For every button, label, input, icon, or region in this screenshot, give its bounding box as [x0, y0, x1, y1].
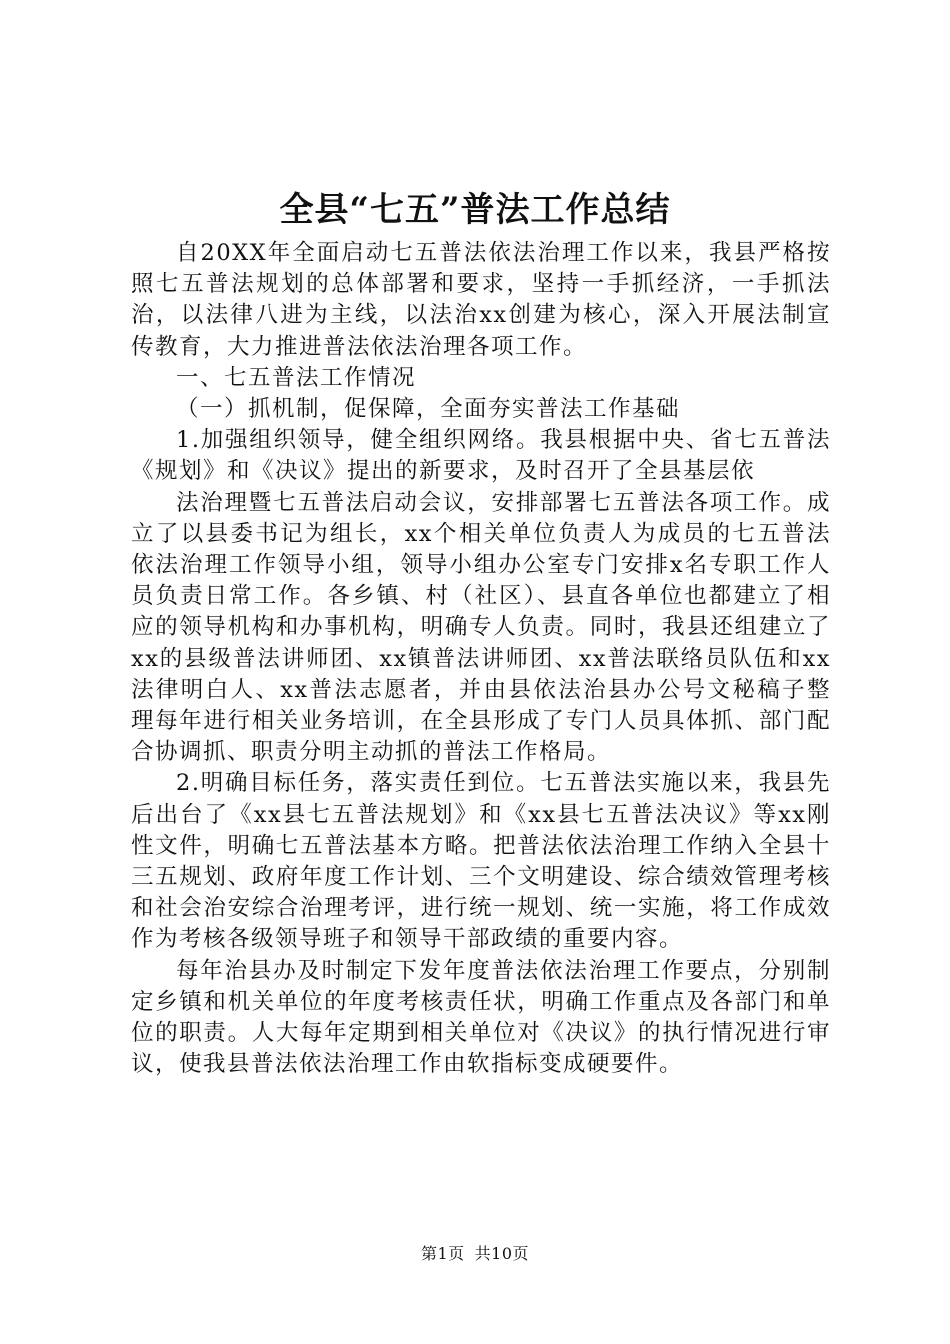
- document-body: [131, 238, 831, 1080]
- page-footer: [0, 1242, 950, 1266]
- body-paragraph: 每年治县办及时制定下发年度普法依法治理工作要点，分别制定乡镇和机关单位的年度考核责任状，明确工作重点及各部门和单位的职责。人大每年定期到相关单位对《决议》的执行情况进行审议，使我县普法依法治理工作由软指标变成硬要件。: [131, 957, 831, 1078]
- intro-paragraph: 自20XX年全面启动七五普法依法治理工作以来，我县严格按照七五普法规划的总体部署和要求，坚持一手抓经济，一手抓法治，以法律八进为主线，以法治xx创建为核心，深入开展法制宣传教育，大力推进普法依法治理各项工作。: [131, 240, 831, 360]
- body-paragraph: 法治理暨七五普法启动会议，安排部署七五普法各项工作。成立了以县委书记为组长，xx个相关单位负责人为成员的七五普法依法治理工作领导小组，领导小组办公室专门安排x名专职工作人员负责日常工作。各乡镇、村（社区）、县直各单位也都建立了相应的领导机构和办事机构，明确专人负责。同时，我县还组建立了xx的县级普法讲师团、xx镇普法讲师团、xx普法联络员队伍和xx法律明白人、xx普法志愿者，并由县依法治县办公号文秘稿子整理每年进行相关业务培训，在全县形成了专门人员具体抓、部门配合协调抓、职责分明主动抓的普法工作格局。: [131, 489, 831, 766]
- page-total: 共10页: [474, 1244, 530, 1263]
- document-title: 全县“七五”普法工作总结: [279, 190, 671, 230]
- body-paragraph: 2.明确目标任务，落实责任到位。七五普法实施以来，我县先后出台了《xx县七五普法规划》和《xx县七五普法决议》等xx刚性文件，明确七五普法基本方略。把普法依法治理工作纳入全县十三五规划、政府年度工作计划、三个文明建设、综合绩效管理考核和社会治安综合治理考评，进行统一规划、统一实施，将工作成效作为考核各级领导班子和领导干部政绩的重要内容。: [131, 770, 831, 953]
- section-heading: 一、七五普法工作情况: [176, 364, 417, 391]
- page-number: 第1页: [420, 1244, 465, 1263]
- subsection-heading: （一）抓机制，促保障，全面夯实普法工作基础: [176, 396, 681, 423]
- body-paragraph: 1.加强组织领导，健全组织网络。我县根据中央、省七五普法《规划》和《决议》提出的新要求，及时召开了全县基层依: [131, 427, 831, 485]
